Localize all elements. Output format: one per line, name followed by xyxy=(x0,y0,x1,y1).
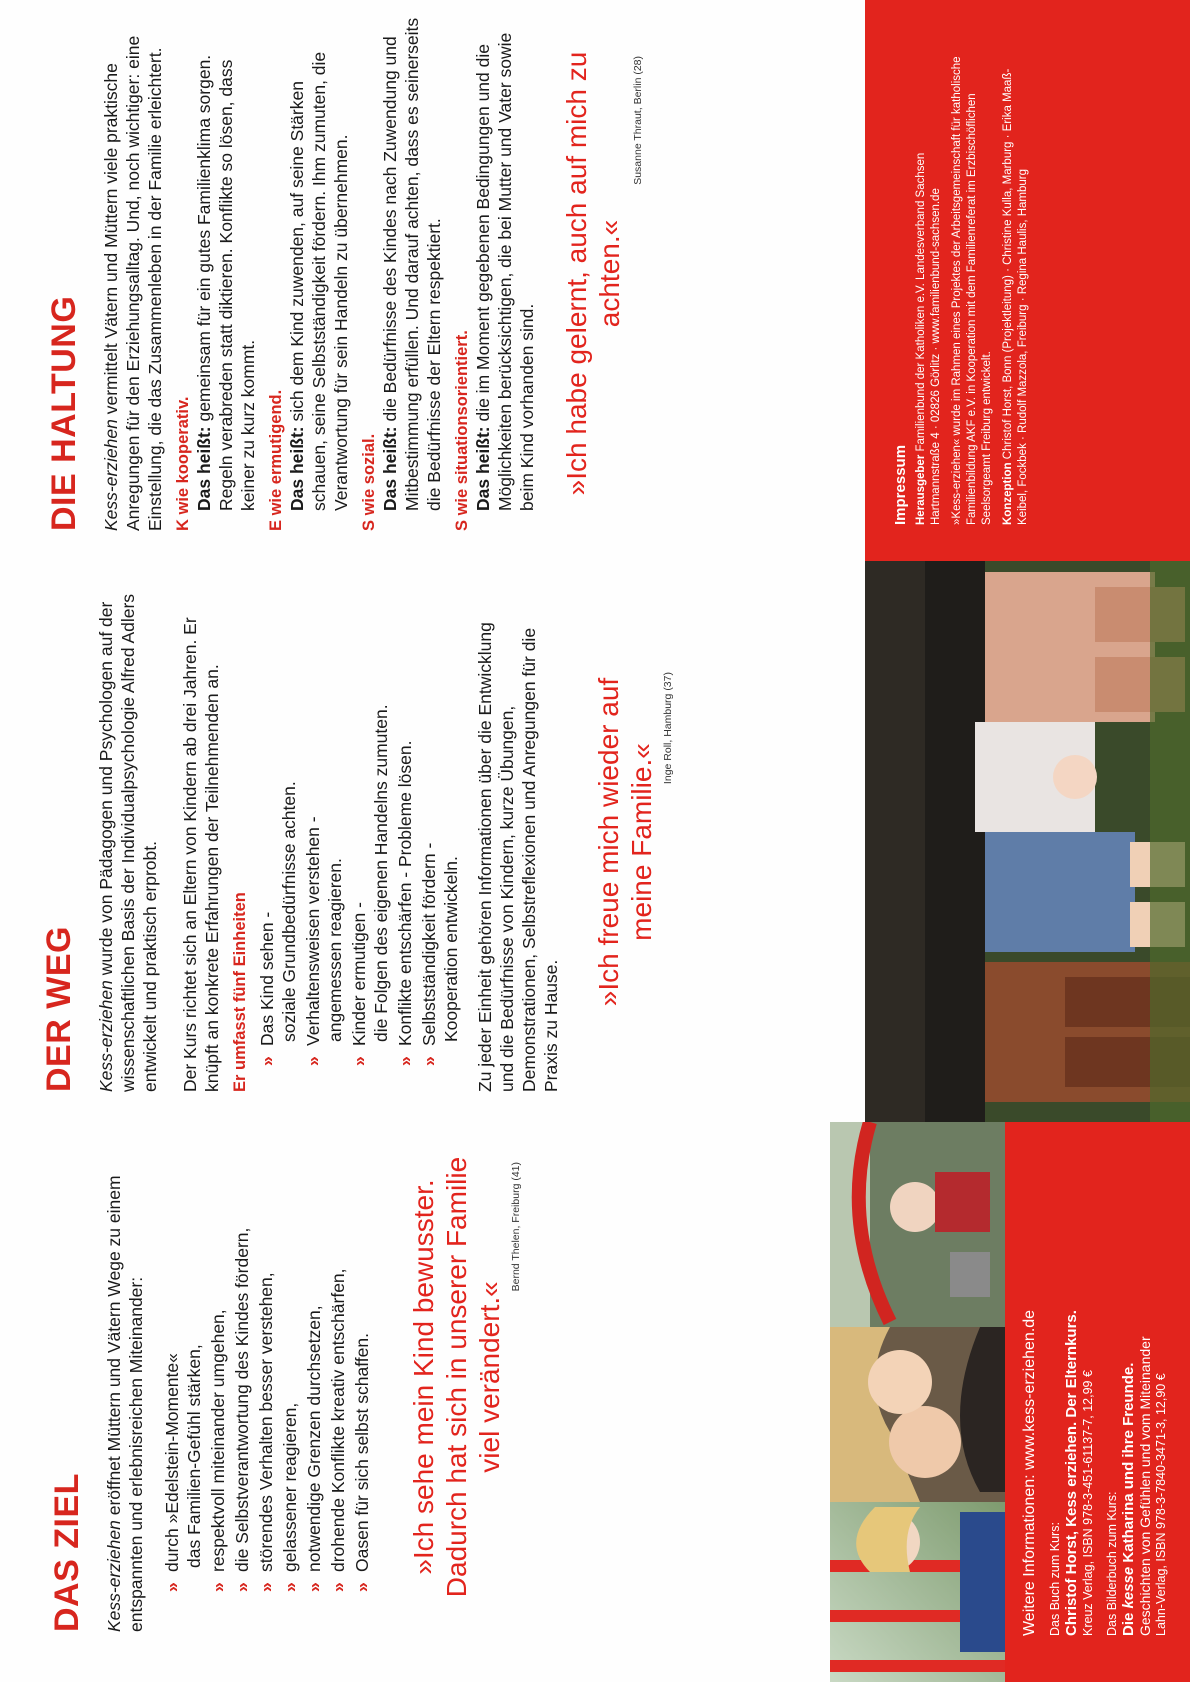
weg-paragraph-3: Zu jeder Einheit gehören Informationen über die Entwicklung und die Bedürfnisse von Kindern, kurze Übungen, Demonstrationen, Selbstreflexionen und Anregungen für die Praxis zu Hause. xyxy=(475,622,561,1092)
list-item: » drohende Konflikte kreativ entschärfen, xyxy=(328,1268,348,1592)
ziel-quote-author: Bernd Thelen, Freiburg (41) xyxy=(510,1162,522,1292)
panel-weg xyxy=(0,561,1190,1122)
weg-paragraph-2: Der Kurs richtet sich an Eltern von Kindern ab drei Jahren. Er knüpft an konkrete Erfahrungen der Teilnehmenden an. xyxy=(180,617,222,1092)
family-sitting-photo xyxy=(865,561,1190,1122)
bullet-icon: » xyxy=(328,1582,348,1592)
bullet-icon: » xyxy=(256,1582,276,1592)
haltung-item-s2: S wie situationsorientiert. Das heißt: die im Moment gegebenen Bedingungen und die Möglichkeiten berücksichtigen, die bei Mutter und Vater sowie beim Kind vorhanden sind. xyxy=(453,16,538,531)
haltung-quote-author: Susanne Thraut, Berlin (28) xyxy=(632,56,644,185)
impressum-box xyxy=(865,0,1190,561)
list-item: » Das Kind sehen - soziale Grundbedürfnisse achten. xyxy=(257,781,299,1066)
info-title: Weitere Informationen: www.kess-erziehen.de xyxy=(1021,1309,1038,1636)
bullet-icon: » xyxy=(352,1582,372,1592)
ziel-list xyxy=(161,1142,373,1632)
bullet-icon: » xyxy=(395,1056,415,1066)
weg-quote: »Ich freue mich wieder auf meine Familie.« xyxy=(593,677,657,1007)
impressum-publisher: Herausgeber Familienbund der Katholiken e.V. Landesverband Sachsen xyxy=(915,152,927,525)
bullet-icon: » xyxy=(280,1582,300,1592)
impressum-title: Impressum xyxy=(892,444,909,525)
haltung-item-e: E wie ermutigend. Das heißt: sich dem Kind zuwenden, auf seine Stärken schauen, seine Selbstständigkeit fördern. Ihm zumuten, die Verantwortung für sein Handeln zu übernehmen. xyxy=(267,16,352,531)
list-item: » Oasen für sich selbst schaffen. xyxy=(352,1333,372,1592)
bullet-icon: » xyxy=(349,1056,369,1066)
weg-units-heading: Er umfasst fünf Einheiten xyxy=(231,892,249,1092)
book-publisher: Kreuz Verlag, ISBN 978-3-451-61137-7, 12,99 € xyxy=(1081,1370,1095,1636)
ziel-intro xyxy=(103,1142,147,1632)
bullet-icon: » xyxy=(232,1582,252,1592)
weg-quote-author: Inge Roll, Hamburg (37) xyxy=(662,672,674,785)
bullet-icon: » xyxy=(303,1056,323,1066)
brand-name: Kess-erziehen xyxy=(101,419,121,531)
list-item: » Selbstständigkeit fördern - Kooperation entwickeln. xyxy=(419,842,461,1066)
list-item: » Konflikte entschärfen - Probleme lösen. xyxy=(395,740,415,1066)
family-photo-strip xyxy=(830,1122,1005,1682)
haltung-intro: Kess-erziehen vermittelt Vätern und Müttern viele praktische Anregungen für den Erziehungsalltag. Und, noch wichtiger: eine Einstellung, die das Zusammenleben in der Familie erleichtert. xyxy=(101,35,165,531)
haltung-quote: »Ich habe gelernt, auch auf mich zu achten.« xyxy=(561,51,625,496)
bullet-icon: » xyxy=(208,1582,228,1592)
haltung-title: DIE HALTUNG xyxy=(45,295,83,531)
haltung-item-s1: S wie sozial. Das heißt: die Bedürfnisse des Kindes nach Zuwendung und Mitbestimmung erfüllen. Und darauf achten, dass es seinerseits die Bedürfnisse der Eltern respektiert. xyxy=(360,17,444,531)
list-item: » die Selbstverantwortung des Kindes fördern, xyxy=(232,1227,252,1592)
haltung-label-k: K wie kooperativ. xyxy=(174,396,192,531)
book-title: Christof Horst, Kess erziehen. Der Elternkurs. xyxy=(1063,1310,1080,1636)
list-item: » durch »Edelstein-Momente« das Familien-Gefühl stärken, xyxy=(162,1344,204,1592)
info-box xyxy=(1005,1122,1190,1682)
bullet-icon: » xyxy=(257,1056,277,1066)
picturebook-subtitle: Geschichten von Gefühlen und vom Miteinander xyxy=(1137,1336,1153,1636)
impressum-project: »Kess-erziehen« wurde im Rahmen eines Projektes der Arbeitsgemeinschaft für katholische Familienbildung AKF e.V. in Kooperation mit dem Familienreferat im Erzbischöflichen Seelsorgeamt Freiburg entwickelt. xyxy=(951,56,993,525)
ziel-intro-text: eröffnet Müttern und Vätern Wege zu einem entspannten und erlebnisreichen Miteinander: xyxy=(104,1175,146,1632)
list-item: » Kinder ermutigen - die Folgen des eigenen Handelns zumuten. xyxy=(349,704,391,1066)
picturebook-publisher: Lahn-Verlag, ISBN 978-3-7840-3471-3, 12,90 € xyxy=(1154,1373,1168,1636)
list-item: » Verhaltensweisen verstehen - angemessen reagieren. xyxy=(303,816,345,1066)
impressum-concept: Konzeption Christof Horst, Bonn (Projektleitung) · Christine Kulla, Marburg · Erika Maaß-Keibel, Fockbek · Rudolf Mazzola, Freiburg · Regina Haulis, Hamburg xyxy=(1002,68,1029,525)
book-label: Das Buch zum Kurs: xyxy=(1048,1522,1062,1636)
list-item: » notwendige Grenzen durchsetzen, xyxy=(304,1305,324,1592)
ziel-quote: »Ich sehe mein Kind bewusster. Dadurch hat sich in unserer Familie viel verändert.« xyxy=(408,1156,505,1598)
brand-name: Kess-erziehen xyxy=(104,1520,124,1632)
list-item: » gelassener reagieren, xyxy=(280,1402,300,1592)
bullet-icon: » xyxy=(162,1582,182,1592)
haltung-label-s2: S wie situationsorientiert. xyxy=(453,330,471,531)
bullet-icon: » xyxy=(304,1582,324,1592)
weg-title: DER WEG xyxy=(40,926,78,1092)
ziel-title: DAS ZIEL xyxy=(48,1473,86,1632)
haltung-label-s1: S wie sozial. xyxy=(360,433,378,531)
brand-name: Kess-erziehen xyxy=(96,980,116,1092)
list-item: » störendes Verhalten besser verstehen, xyxy=(256,1272,276,1592)
impressum-address: Hartmannstraße 4 · 02826 Görlitz · www.familienbund-sachsen.de xyxy=(930,188,942,525)
list-item: » respektvoll miteinander umgehen, xyxy=(208,1309,228,1592)
picturebook-title: Die kesse Katharina und ihre Freunde. xyxy=(1120,1362,1137,1636)
panel-haltung xyxy=(0,0,1190,561)
weg-units-list xyxy=(256,592,462,1092)
panel-ziel xyxy=(0,1122,1190,1682)
picturebook-label: Das Bilderbuch zum Kurs: xyxy=(1105,1491,1119,1636)
bullet-icon: » xyxy=(419,1056,439,1066)
haltung-label-e: E wie ermutigend. xyxy=(267,389,285,531)
weg-paragraph-1: Kess-erziehen wurde von Pädagogen und Psychologen auf der wissenschaftlichen Basis der Individualpsychologie Alfred Adlers entwickelt und praktisch erprobt. xyxy=(96,593,160,1092)
haltung-item-k: K wie kooperativ. Das heißt: gemeinsam für ein gutes Familienklima sorgen. Regeln verabreden statt diktieren. Konflikte so lösen, dass keiner zu kurz kommt. xyxy=(174,16,259,531)
